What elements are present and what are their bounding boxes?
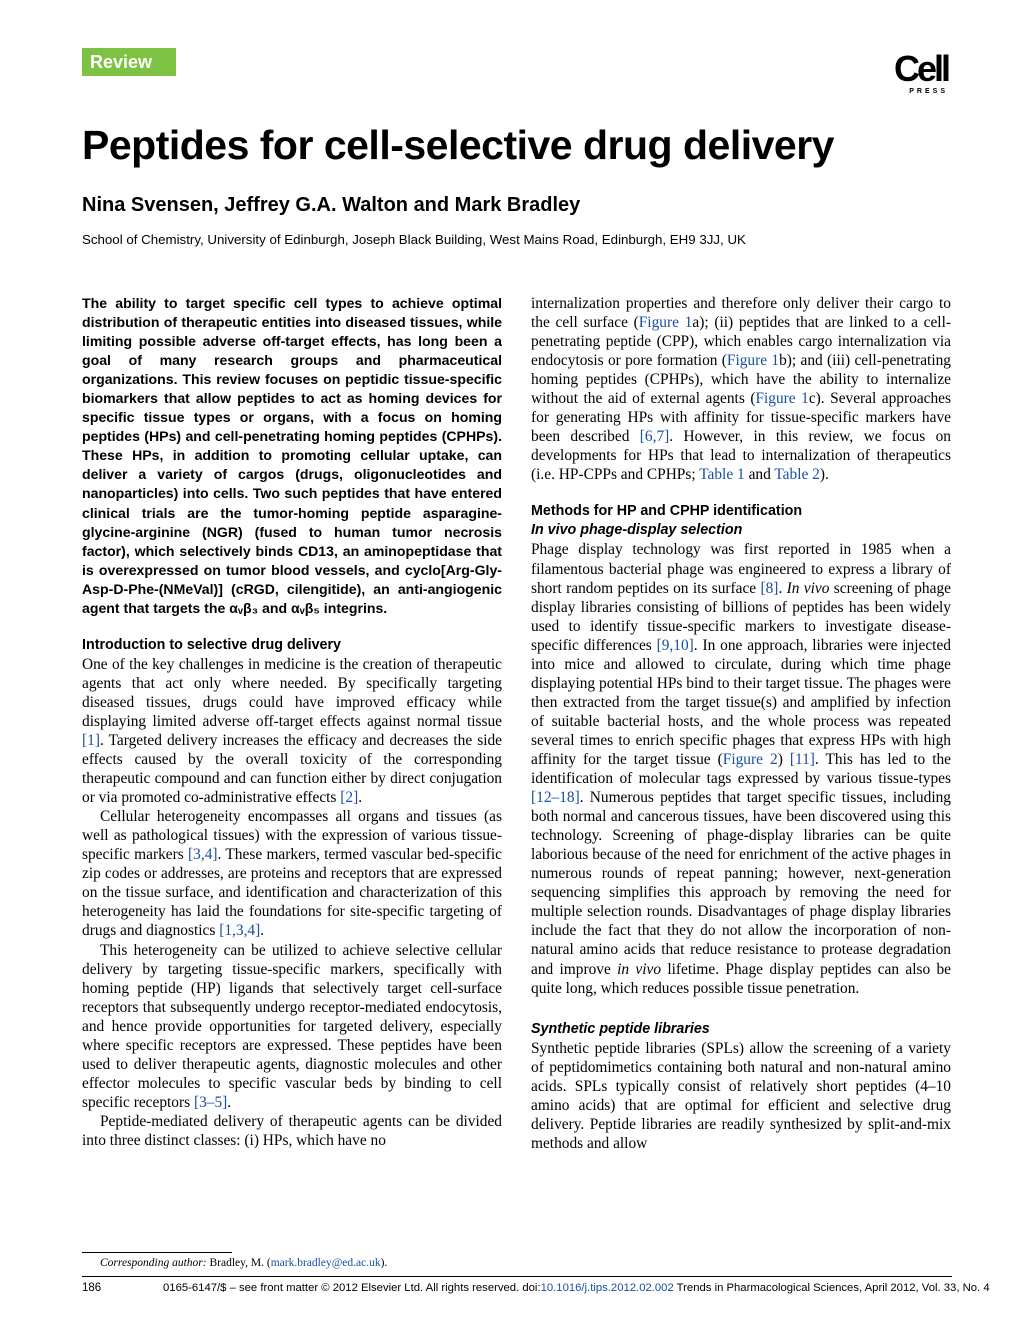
citation-link[interactable]: [12–18] xyxy=(531,789,580,807)
page-number: 186 xyxy=(82,1282,102,1294)
corresponding-author-footnote: Corresponding author: Bradley, M. (mark.bradley@ed.ac.uk). xyxy=(100,1257,388,1269)
citation-link[interactable]: [6,7] xyxy=(639,428,670,446)
footer-citation: 0165-6147/$ – see front matter © 2012 Elsevier Ltd. All rights reserved. doi:10.1016/j.tips.2012.02.002 Trends in Pharmacological Sciences, April 2012, Vol. 33, No. 4 xyxy=(163,1282,990,1294)
article-authors: Nina Svensen, Jeffrey G.A. Walton and Mark Bradley xyxy=(82,194,581,216)
citation-link[interactable]: [3–5] xyxy=(193,1093,228,1111)
right-column xyxy=(531,294,951,1153)
phage-display-heading: In vivo phage-display selection xyxy=(531,522,743,539)
figure-link[interactable]: Figure 1 xyxy=(755,390,809,408)
abstract: The ability to target specific cell types to achieve optimal distribution of therapeutic entities into diseased tissues, while limiting possible adverse off-target effects, has long been a goal of many research groups and pharmaceutical organizations. This review focuses on peptidic tissue-specific biomarkers that allow peptides to act as homing devices for specific tissue types or organs, with a focus on homing peptides (HPs) and cell-penetrating homing peptides (CPHPs). These HPs, in addition to promoting cellular uptake, can deliver a variety of cargos (drugs, oligonucleotides and nanoparticles) into cells. Two such peptides that have entered clinical trials are the tumor-homing peptide asparagine-glycine-arginine (NGR) (fused to human tumor necrosis factor), which selectively binds CD13, an aminopeptidase that is overexpressed on tumor blood vessels, and cyclo[Arg-Gly-Asp-D-Phe-(NMeVal)] (cRGD, cilengitide), an anti-angiogenic agent that targets the αᵥβ₃ and αᵥβ₅ integrins. xyxy=(82,295,502,616)
footnote-divider xyxy=(82,1252,232,1253)
phage-display-paragraph: Phage display technology was first reported in 1985 when a filamentous bacterial phage was engineered to express a library of short random peptides on its surface [8]. In vivo screening of phage display libraries consisting of billions of peptides has been widely used to identify tissue-specific markers to investigate disease-specific differences [9,10]. In one approach, libraries were injected into mice and allowed to circulate, during which time phage displaying potential HPs bind to their target tissue. The phages were then extracted from the target tissue(s) and amplified by infection of suitable bacterial hosts, and the whole process was repeated several times to enrich specific phages that express HPs with high affinity for the target tissue (Figure 2) [11]. This has led to the identification of molecular tags expressed by various tissue-types [12–18]. Numerous peptides that target specific tissues, including both normal and cancerous tissues, have been discovered using this technology. Screening of phage-display libraries can be quite laborious because of the need for enrichment of the active phages in numerous rounds of repeat panning; however, next-generation sequencing simplifies this approach by removing the need for multiple selection rounds. Disadvantages of phage display libraries include the fact that they do not allow the incorporation of non-natural amino acids that reduce resistance to protease degradation and improve in vivo lifetime. Phage display peptides can also be quite long, which reduces possible tissue penetration. xyxy=(531,541,951,997)
intro-paragraph-1: One of the key challenges in medicine is the creation of therapeutic agents that act only where needed. By specifically targeting diseased tissues, drugs could have improved efficacy while displaying limited adverse off-target effects against normal tissue [1]. Targeted delivery increases the efficacy and decreases the side effects caused by the overall toxicity of the corresponding therapeutic compound and can function either by direct conjugation or via promoted co-administrative effects [2]. xyxy=(82,655,502,807)
logo-sub: PRESS xyxy=(909,88,948,95)
intro-paragraph-4: Peptide-mediated delivery of therapeutic agents can be divided into three distinct classes: (i) HPs, which have no xyxy=(82,1112,502,1149)
methods-heading: Methods for HP and CPHP identification xyxy=(531,503,803,520)
cell-press-logo xyxy=(893,48,948,95)
doi-link[interactable]: 10.1016/j.tips.2012.02.002 xyxy=(540,1282,674,1294)
figure-link[interactable]: Figure 1 xyxy=(726,352,780,370)
citation-link[interactable]: [1] xyxy=(82,731,100,749)
intro-paragraph-3: This heterogeneity can be utilized to achieve selective cellular delivery by targeting tissue-specific markers, specifically with homing peptide (HP) ligands that selectively target cell-surface receptors that subsequently undergo receptor-mediated endocytosis, and hence provide opportunities for targeted delivery, especially where specific receptors are expressed. These peptides have been used to deliver therapeutic agents, diagnostic molecules and other effector molecules to specific vascular beds by binding to cell specific receptors [3–5]. xyxy=(82,941,502,1111)
footer-divider xyxy=(82,1276,952,1277)
citation-link[interactable]: [2] xyxy=(340,789,359,807)
article-affiliation: School of Chemistry, University of Edinburgh, Joseph Black Building, West Mains Road, Edinburgh, EH9 3JJ, UK xyxy=(82,232,746,247)
citation-link[interactable]: [9,10] xyxy=(656,636,694,654)
intro-paragraph-4-continued: internalization properties and therefore only deliver their cargo to the cell surface (Figure 1a); (ii) peptides that are linked to a cell-penetrating peptide (CPP), which enables cargo internalization via endocytosis or pore formation (Figure 1b); and (iii) cell-penetrating homing peptides (CPHPs), which have the ability to internalize without the aid of external agents (Figure 1c). Several approaches for generating HPs with affinity for tissue-specific markers have been described [6,7]. However, in this review, we focus on developments for HPs that lead to internalization of therapeutics (i.e. HP-CPPs and CPHPs; Table 1 and Table 2). xyxy=(531,295,952,484)
table-link[interactable]: Table 1 xyxy=(699,466,745,484)
citation-link[interactable]: [11] xyxy=(789,750,815,768)
article-title: Peptides for cell-selective drug delivery xyxy=(82,122,834,168)
figure-link[interactable]: Figure 2 xyxy=(722,750,778,768)
citation-link[interactable]: [1,3,4] xyxy=(219,922,261,940)
author-email-link[interactable]: mark.bradley@ed.ac.uk xyxy=(270,1257,381,1269)
citation-link[interactable]: [3,4] xyxy=(188,846,218,864)
intro-paragraph-2: Cellular heterogeneity encompasses all organs and tissues (as well as pathological tissues) with the expression of various tissue-specific markers [3,4]. These markers, termed vascular bed-specific zip codes or addresses, are proteins and receptors that are expressed on the tissue surface, and identification and characterization of this heterogeneity has laid the foundations for site-specific targeting of drugs and diagnostics [1,3,4]. xyxy=(82,808,502,940)
citation-link[interactable]: [8] xyxy=(760,579,779,597)
left-column xyxy=(82,294,502,1150)
synthetic-libraries-paragraph: Synthetic peptide libraries (SPLs) allow the screening of a variety of peptidomimetics containing both natural and non-natural amino acids. SPLs typically consist of relatively short peptides (4–10 amino acids) that are optimal for efficient and selective drug delivery. Peptide libraries are readily synthesized by split-and-mix methods and allow xyxy=(531,1039,951,1152)
synthetic-libraries-heading: Synthetic peptide libraries xyxy=(531,1020,710,1037)
intro-heading: Introduction to selective drug delivery xyxy=(82,636,341,653)
figure-link[interactable]: Figure 1 xyxy=(638,314,693,332)
section-tag: Review xyxy=(82,48,176,76)
table-link[interactable]: Table 2 xyxy=(774,466,820,484)
logo-word: Cell xyxy=(893,48,948,89)
